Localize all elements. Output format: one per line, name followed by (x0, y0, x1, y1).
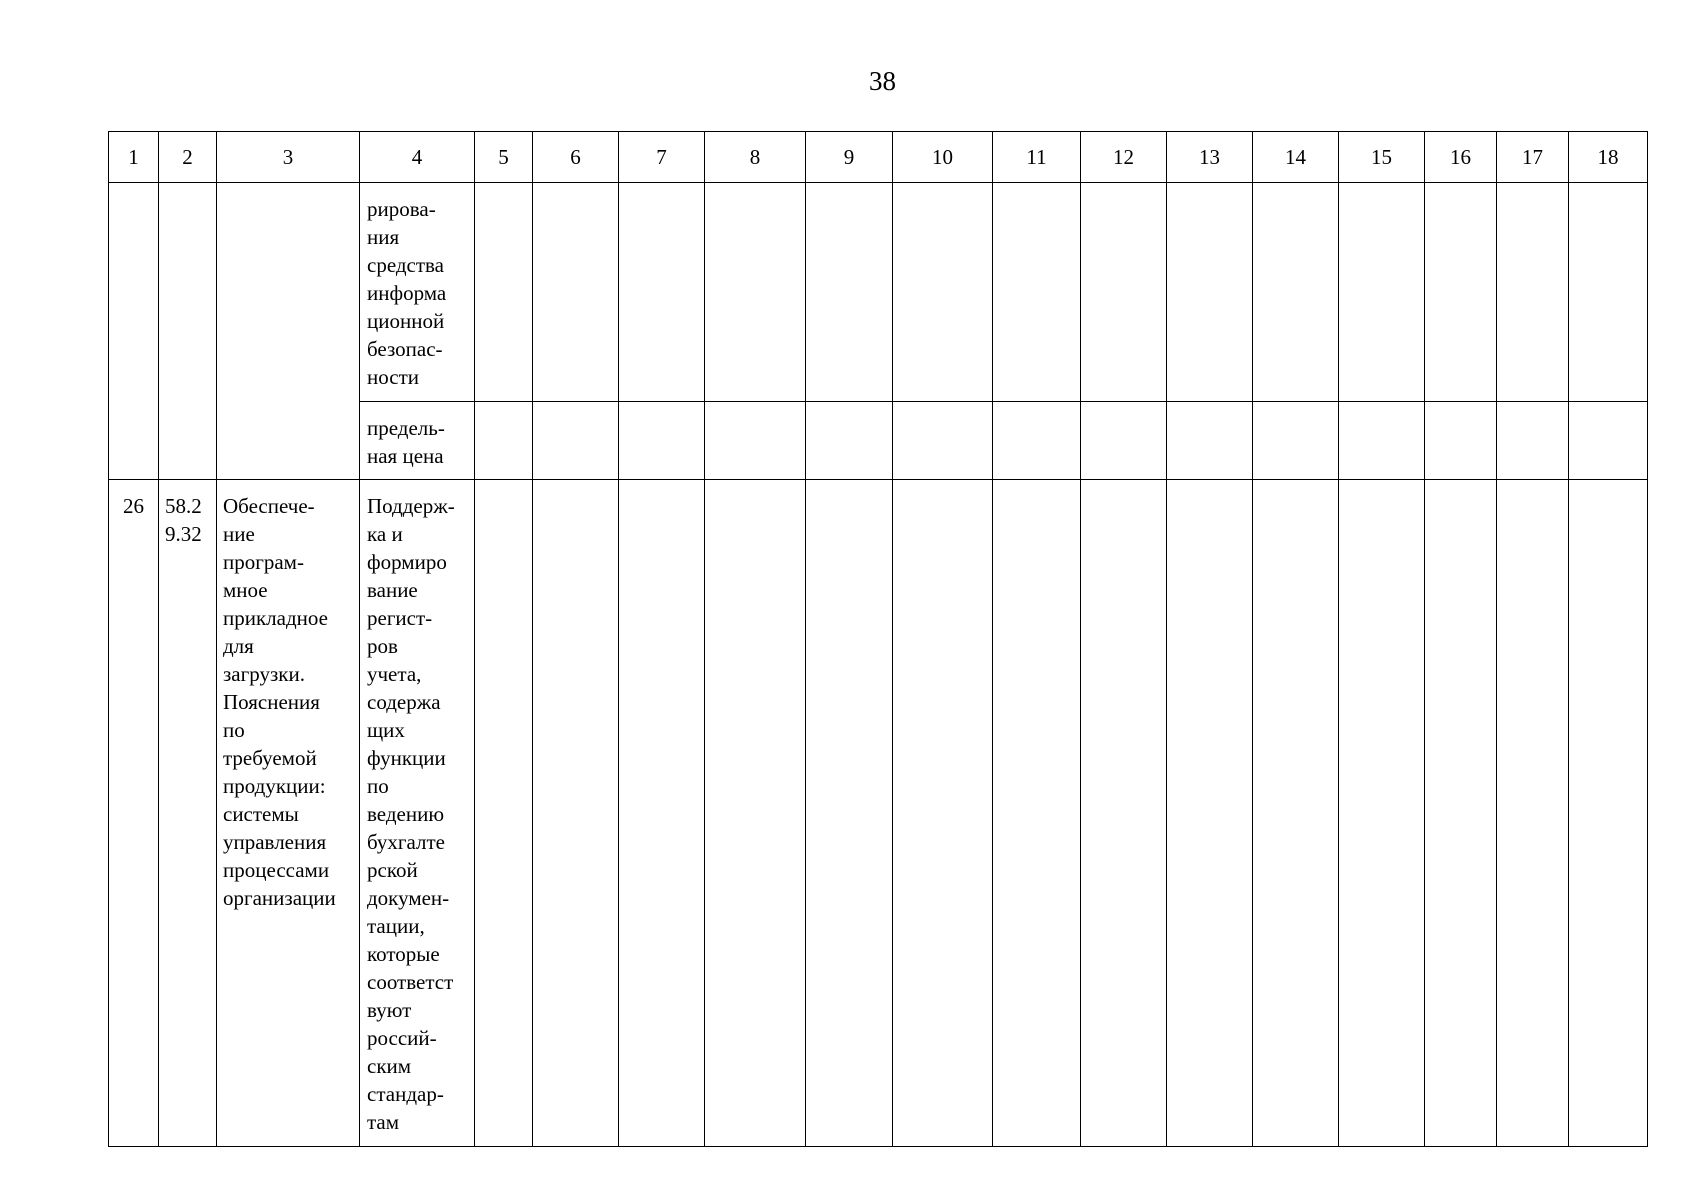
header-cell: 18 (1569, 132, 1648, 183)
table-cell (893, 480, 993, 1147)
characteristic-text: рирова- ния средства информа ционной безопас- ности (367, 197, 447, 389)
product-name: Обеспече- ние програм- мное прикладное для загрузки. Пояснения по требуемой продукции: системы управления процессами организации (223, 494, 336, 910)
table-cell (993, 480, 1081, 1147)
table-cell (1497, 402, 1569, 480)
header-cell: 7 (619, 132, 705, 183)
table-cell (1569, 183, 1648, 402)
header-cell: 11 (993, 132, 1081, 183)
data-table (108, 131, 1648, 1147)
table-cell (1425, 402, 1497, 480)
table-cell (159, 480, 217, 1147)
table-row (109, 183, 1648, 402)
table-cell (1167, 480, 1253, 1147)
table-cell (1339, 402, 1425, 480)
table-cell (1425, 480, 1497, 1147)
header-cell: 1 (109, 132, 159, 183)
header-cell: 4 (360, 132, 475, 183)
table-cell (109, 480, 159, 1147)
table-cell (1339, 480, 1425, 1147)
page-number: 38 (869, 66, 896, 96)
header-cell: 9 (806, 132, 893, 183)
table-cell (1253, 183, 1339, 402)
table-cell (806, 183, 893, 402)
table-cell (705, 402, 806, 480)
characteristic-text: Поддерж- ка и формиро вание регист- ров учета, содержа щих функции по ведению бухгалте рской докумен- тации, которые соответст вуют россий- ским стандар- там (367, 494, 455, 1134)
header-cell: 2 (159, 132, 217, 183)
table-cell (705, 480, 806, 1147)
table-cell (1081, 480, 1167, 1147)
table-cell (705, 183, 806, 402)
table-cell (993, 402, 1081, 480)
row-number: 26 (123, 494, 144, 518)
table-cell (217, 183, 360, 480)
table-cell (619, 183, 705, 402)
table-cell (533, 183, 619, 402)
table-cell (619, 480, 705, 1147)
header-cell: 13 (1167, 132, 1253, 183)
table-cell (1569, 480, 1648, 1147)
header-cell: 6 (533, 132, 619, 183)
table-cell (1569, 402, 1648, 480)
table-cell (1497, 183, 1569, 402)
header-row (109, 132, 1648, 183)
header-cell: 8 (705, 132, 806, 183)
table-cell (1081, 402, 1167, 480)
header-cell: 15 (1339, 132, 1425, 183)
table-cell (1081, 183, 1167, 402)
table-cell (533, 402, 619, 480)
table-cell (806, 402, 893, 480)
table-row (109, 480, 1648, 1147)
table-cell (993, 183, 1081, 402)
table-cell (1253, 402, 1339, 480)
table-cell (475, 183, 533, 402)
header-cell: 5 (475, 132, 533, 183)
table-cell (159, 183, 217, 480)
okpd-code: 58.2 9.32 (165, 494, 202, 546)
table-cell (1339, 183, 1425, 402)
table-cell (475, 480, 533, 1147)
table-cell (619, 402, 705, 480)
header-cell: 14 (1253, 132, 1339, 183)
table-cell (360, 402, 475, 480)
table-cell (533, 480, 619, 1147)
characteristic-text: предель- ная цена (367, 416, 445, 468)
header-cell: 16 (1425, 132, 1497, 183)
table-cell (1167, 183, 1253, 402)
table-cell (109, 183, 159, 480)
table-cell (217, 480, 360, 1147)
table-cell (806, 480, 893, 1147)
table-cell (475, 402, 533, 480)
table-cell (360, 480, 475, 1147)
table-cell (1167, 402, 1253, 480)
table-cell (893, 183, 993, 402)
table-cell (1425, 183, 1497, 402)
table-cell (1497, 480, 1569, 1147)
table-cell (1253, 480, 1339, 1147)
header-cell: 17 (1497, 132, 1569, 183)
header-cell: 12 (1081, 132, 1167, 183)
table-cell (360, 183, 475, 402)
header-cell: 10 (893, 132, 993, 183)
table-cell (893, 402, 993, 480)
header-cell: 3 (217, 132, 360, 183)
